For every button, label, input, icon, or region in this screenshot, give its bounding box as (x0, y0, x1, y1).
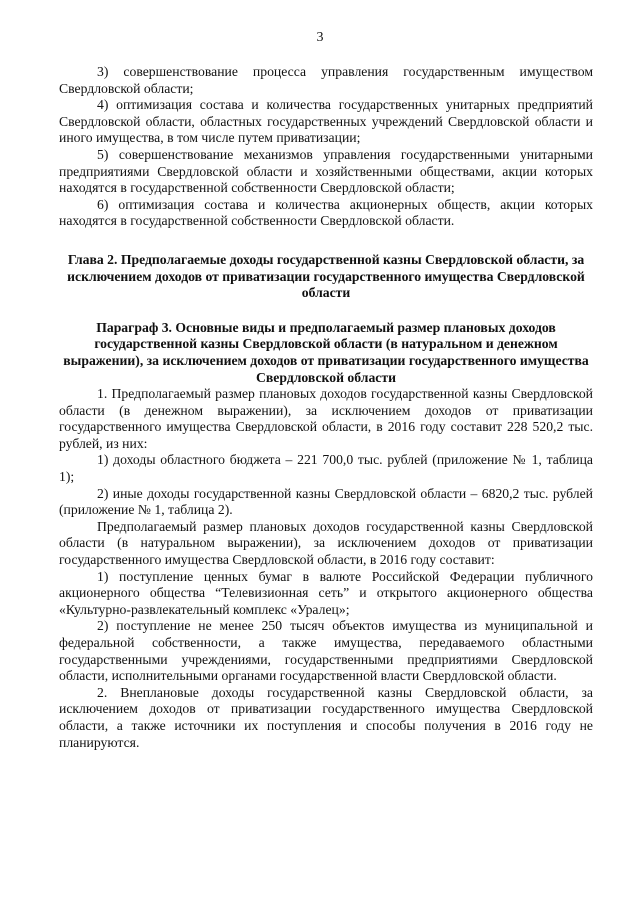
body-paragraph: 1) поступление ценных бумаг в валюте Российской Федерации публичного акционерного общества “Телевизионная сеть” и открытого акционерного общества «Культурно-развлекательный комплекс «Уралец»; (59, 568, 593, 617)
goal-item-3: 3) совершенствование процесса управления государственным имуществом Свердловской области; (59, 64, 593, 96)
body-paragraph: 1) доходы областного бюджета – 221 700,0 тыс. рублей (приложение № 1, таблица 1); (59, 452, 593, 485)
body-paragraph: 2) поступление не менее 250 тысяч объектов имущества из муниципальной и федеральной собственности, а также имущества, передаваемого областными государственными учреждениями, государственными предприятиями Свердловской области, исполнительными органами государственной власти Свердловской области. (59, 618, 593, 684)
page-number: 3 (316, 30, 324, 45)
document-body (59, 64, 593, 751)
body-paragraph: 2) иные доходы государственной казны Свердловской области – 6820,2 тыс. рублей (приложение № 1, таблица 2). (59, 485, 593, 518)
goal-item-6: 6) оптимизация состава и количества акционерных обществ, акции которых находятся в государственной собственности Свердловской области. (59, 196, 593, 229)
body-paragraph: 2. Внеплановые доходы государственной казны Свердловской области, за исключением доходов от приватизации государственного имущества Свердловской области, а также источники их поступления и способы получения в 2016 году не планируются. (59, 684, 593, 750)
goal-item-4: 4) оптимизация состава и количества государственных унитарных предприятий Свердловской области, областных государственных учреждений Свердловской области и иного имущества, в том числе путем приватизации; (59, 97, 593, 146)
paragraph-title: Параграф 3. Основные виды и предполагаемый размер плановых доходов государственной казны Свердловской области (в натуральном и денежном выражении), за исключением доходов от приватизации государственного имущества Свердловской области (63, 319, 589, 385)
goal-item-5: 5) совершенствование механизмов управления государственными унитарными предприятиями Свердловской области и хозяйственными обществами, акции которых находятся в государственной собственности Свердловской области; (59, 146, 593, 196)
chapter-title: Глава 2. Предполагаемые доходы государственной казны Свердловской области, за исключением доходов от приватизации государственного имущества Свердловской области (67, 251, 585, 301)
body-paragraph: 1. Предполагаемый размер плановых доходов государственной казны Свердловской области (в денежном выражении), за исключением доходов от приватизации государственного имущества Свердловской области, в 2016 году составит 228 520,2 тыс. рублей, из них: (59, 386, 593, 451)
body-paragraph: Предполагаемый размер плановых доходов государственной казны Свердловской области (в натуральном выражении), за исключением доходов от приватизации государственного имущества Свердловской области, в 2016 году составит: (59, 518, 593, 568)
